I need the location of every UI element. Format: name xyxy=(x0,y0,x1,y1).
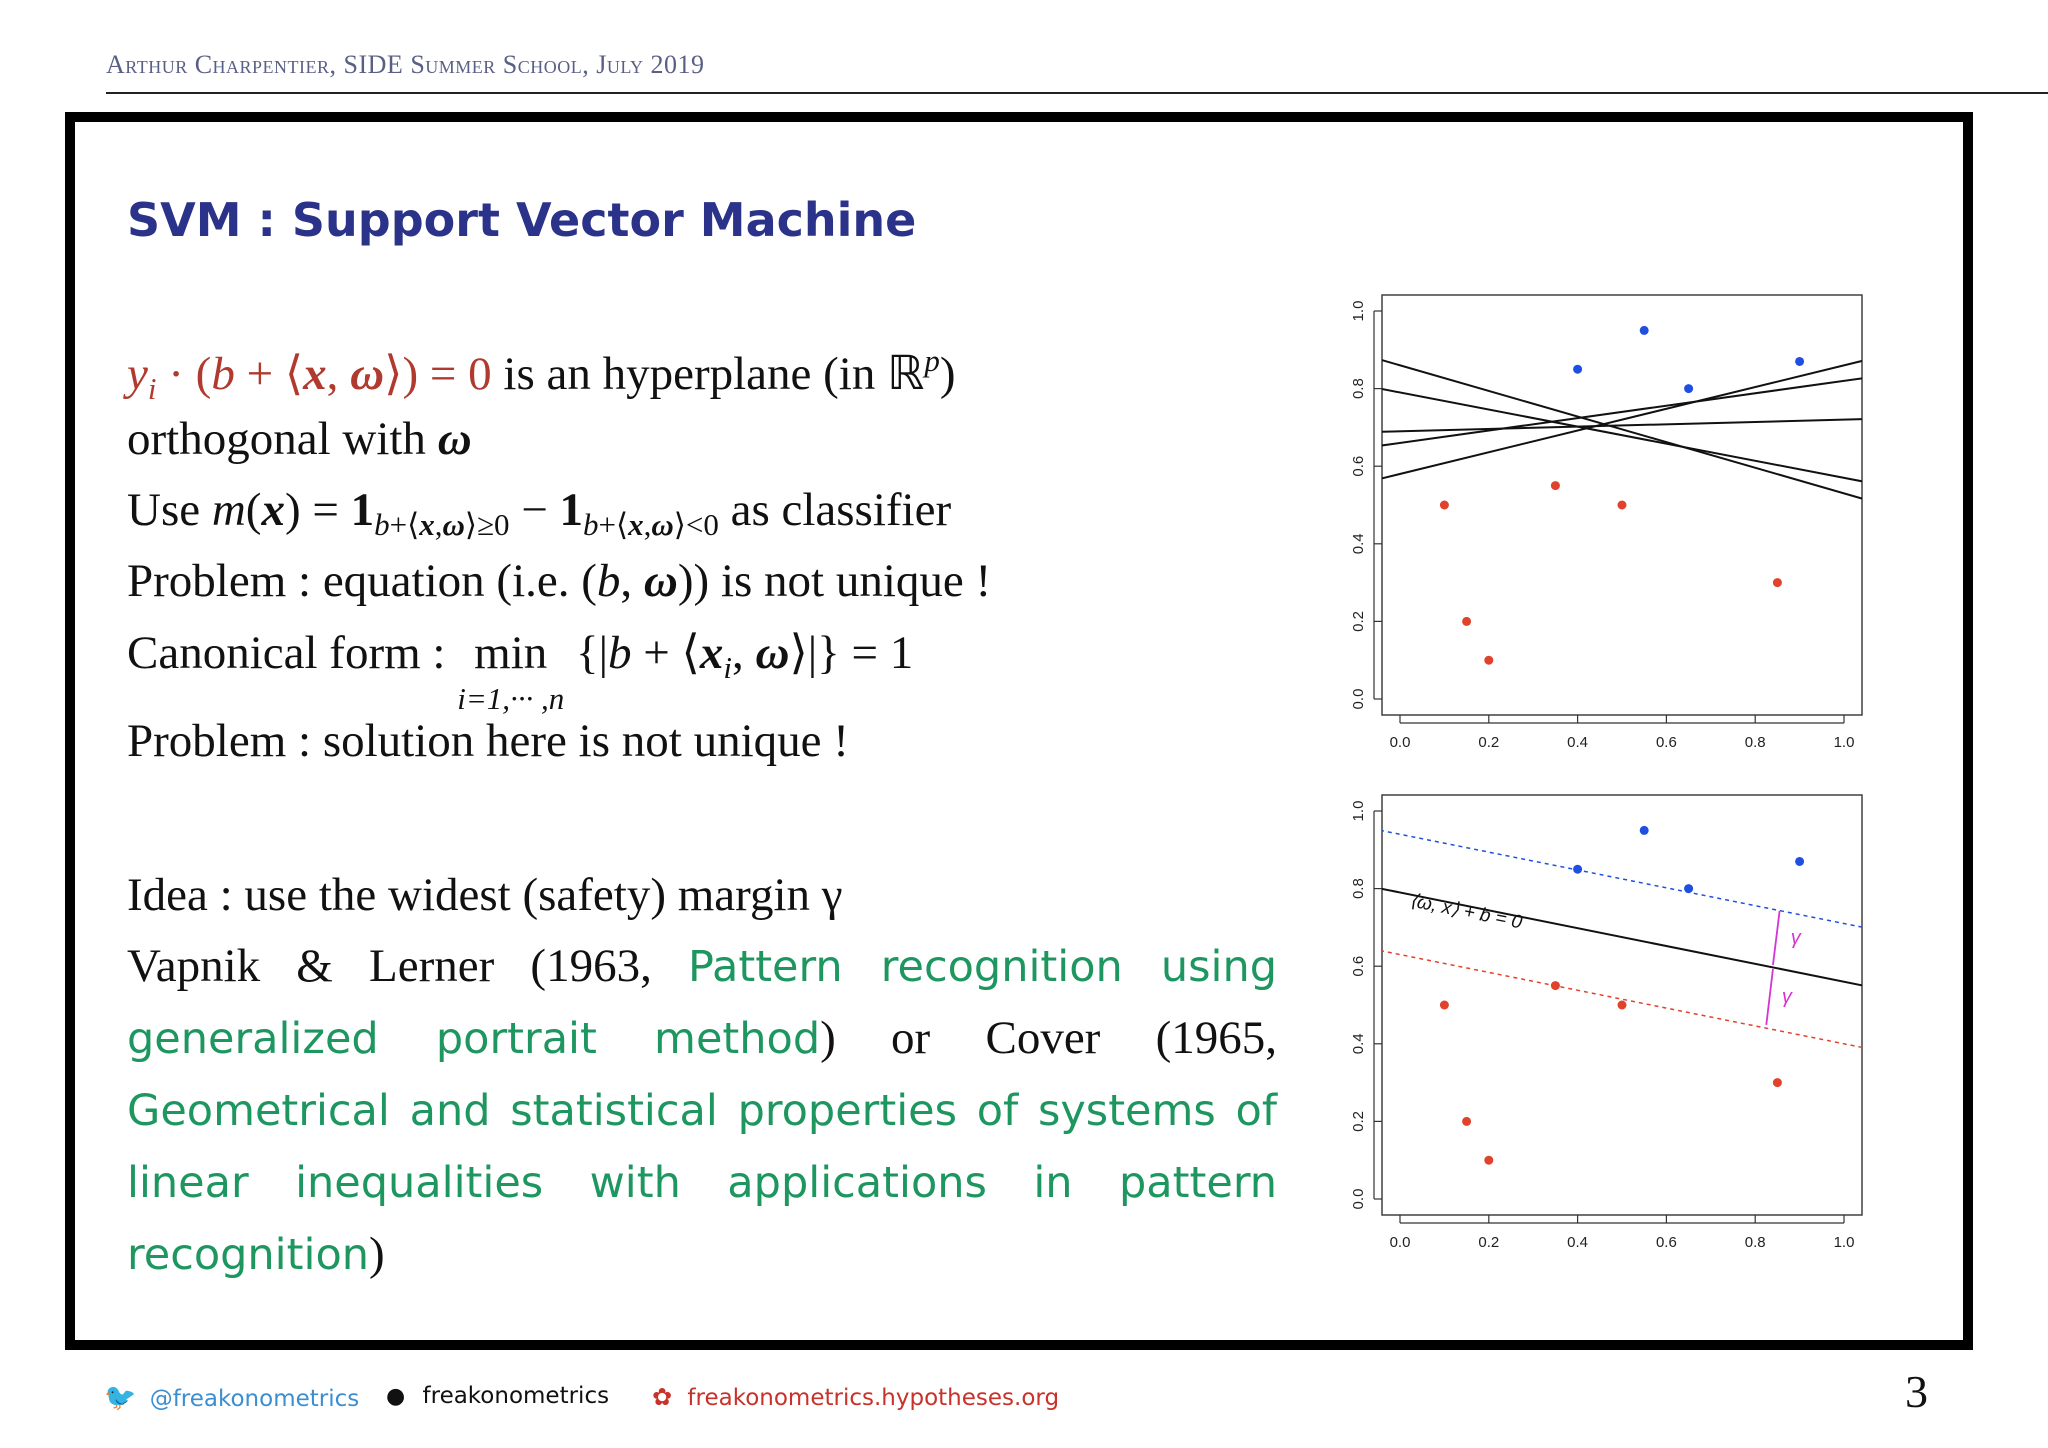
references-paragraph xyxy=(127,931,1277,1291)
problem-equation-text: Problem : equation (i.e. xyxy=(127,555,582,607)
blog-link[interactable]: ✿ freakonometrics.hypotheses.org xyxy=(652,1383,1060,1411)
data-point xyxy=(1618,501,1627,510)
github-icon: ● xyxy=(386,1384,406,1409)
data-point xyxy=(1573,365,1582,374)
data-point xyxy=(1640,826,1649,835)
y-tick-label: 0.8 xyxy=(1350,378,1367,400)
hyperplane-label: ⟨ω, x⟩ + b = 0 xyxy=(1407,890,1524,934)
data-point xyxy=(1484,1156,1493,1165)
hyperplane-text: is an hyperplane (in xyxy=(491,348,888,400)
hyperplane-line xyxy=(127,345,1287,404)
data-point xyxy=(1551,981,1560,990)
problem-solution-line: Problem : solution here is not unique ! xyxy=(127,715,849,767)
x-tick-label: 0.4 xyxy=(1567,1234,1589,1251)
data-point xyxy=(1618,1001,1627,1010)
y-tick-label: 0.6 xyxy=(1350,455,1367,477)
header-rule xyxy=(106,92,2048,94)
margin-gamma-lower: γ xyxy=(1781,985,1792,1008)
plot-area xyxy=(1380,326,1864,665)
y-tick-label: 0.4 xyxy=(1350,533,1367,555)
x-tick-label: 0.6 xyxy=(1655,734,1677,751)
margin-gamma-upper: γ xyxy=(1790,926,1801,949)
b-omega-pair: (b, ω) xyxy=(581,555,694,607)
idea-line: Idea : use the widest (safety) margin γ xyxy=(127,869,843,921)
data-point xyxy=(1484,656,1493,665)
data-point xyxy=(1684,884,1693,893)
vapnik-reference-link[interactable]: Pattern recognition using generalized portrait method xyxy=(127,942,1277,1064)
data-point xyxy=(1573,865,1582,874)
data-point xyxy=(1440,1001,1449,1010)
problem-equation-end: ) is not unique ! xyxy=(693,555,992,607)
x-tick-label: 0.8 xyxy=(1744,734,1766,751)
y-tick-label: 0.4 xyxy=(1350,1033,1367,1055)
use-text: Use xyxy=(127,484,212,536)
x-tick-label: 0.8 xyxy=(1744,1234,1766,1251)
cover-reference-link[interactable]: Geometrical and statistical properties of systems of linear inequalities with applications in pattern recognition xyxy=(127,1086,1277,1280)
data-point xyxy=(1795,357,1804,366)
margin-arrow-lower xyxy=(1766,969,1773,1025)
y-tick-label: 0.2 xyxy=(1350,1110,1367,1132)
data-point xyxy=(1462,1117,1471,1126)
orthogonal-line xyxy=(127,413,1287,465)
classifier-formula: $m(x) = 1_{b+⟨x,\omega⟩\ge 0} - 1_{b+⟨x,\omega⟩<0}$ xyxy=(211,484,719,542)
data-point xyxy=(1684,384,1693,393)
y-tick-label: 0.6 xyxy=(1350,955,1367,977)
omega-symbol: ω xyxy=(437,413,472,465)
y-tick-label: 0.0 xyxy=(1350,1188,1367,1210)
data-point xyxy=(1773,578,1782,587)
page-number: 3 xyxy=(1905,1366,1928,1417)
x-tick-label: 0.0 xyxy=(1389,734,1411,751)
slide-title: SVM : Support Vector Machine xyxy=(127,193,917,247)
data-point xyxy=(1640,326,1649,335)
classifier-line xyxy=(127,484,1287,542)
x-tick-label: 0.2 xyxy=(1478,734,1500,751)
y-tick-label: 0.2 xyxy=(1350,610,1367,632)
x-tick-label: 0.0 xyxy=(1389,1234,1411,1251)
canonical-form-text: Canonical form : xyxy=(127,627,458,679)
y-tick-label: 0.8 xyxy=(1350,878,1367,900)
x-tick-label: 0.2 xyxy=(1478,1234,1500,1251)
canonical-form-line xyxy=(127,627,1287,716)
x-tick-label: 1.0 xyxy=(1833,734,1855,751)
classifier-text: as classifier xyxy=(718,484,952,536)
hyperplanes-chart xyxy=(1330,285,1870,765)
y-tick-label: 0.0 xyxy=(1350,688,1367,710)
margin-arrow-upper xyxy=(1773,911,1780,965)
problem-equation-line xyxy=(127,555,1287,607)
cover-text: ) or Cover (1965, xyxy=(820,1012,1277,1064)
orthogonal-text: orthogonal with xyxy=(127,413,438,465)
close-paren: ) xyxy=(369,1228,385,1280)
twitter-icon: 🐦 xyxy=(104,1383,137,1413)
data-point xyxy=(1773,1078,1782,1087)
data-point xyxy=(1462,617,1471,626)
min-operator: min i=1,··· ,n xyxy=(457,627,565,716)
twitter-handle[interactable]: 🐦 @freakonometrics xyxy=(104,1383,360,1413)
blog-icon: ✿ xyxy=(652,1383,673,1411)
y-tick-label: 1.0 xyxy=(1350,800,1367,822)
data-point xyxy=(1795,857,1804,866)
x-tick-label: 1.0 xyxy=(1833,1234,1855,1251)
header-text: Arthur Charpentier, SIDE Summer School, July 2019 xyxy=(106,50,705,79)
data-point xyxy=(1440,501,1449,510)
canonical-form-formula: {$|b + ⟨x_i$, ω⟩|} = 1 xyxy=(564,627,914,685)
vapnik-text: Vapnik & Lerner (1963, xyxy=(127,940,688,992)
separating-line xyxy=(1380,360,1864,478)
real-space: ℝ$^p$) xyxy=(887,343,956,400)
x-tick-label: 0.4 xyxy=(1567,734,1589,751)
data-point xyxy=(1551,481,1560,490)
github-link[interactable]: ● freakonometrics xyxy=(386,1383,610,1409)
margin-chart xyxy=(1330,785,1870,1265)
idea-paragraph xyxy=(127,860,1277,1291)
hyperplane-equation: $y_i \cdot (b$ + ⟨x, ω⟩) = 0 xyxy=(127,348,492,406)
x-tick-label: 0.6 xyxy=(1655,1234,1677,1251)
y-tick-label: 1.0 xyxy=(1350,300,1367,322)
